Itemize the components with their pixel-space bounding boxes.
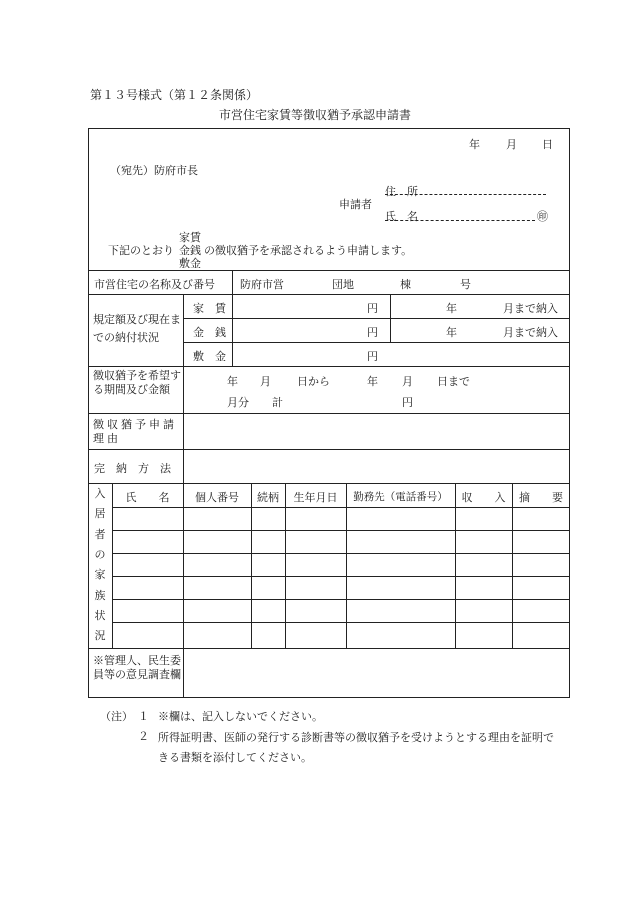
option-money: 金銭 [179,244,201,257]
option-rent: 家賃 [179,231,201,244]
family-side-char: 族 [94,588,106,602]
payment-type-rent: 家 賃 [193,302,226,315]
payment-type-money: 金 銭 [193,326,226,339]
period-yen: 円 [402,396,413,409]
family-column-header: 摘 要 [519,491,563,504]
note-2-text: 所得証明書、医師の発行する診断書等の徴収猶予を受けようとする理由を証明できる書類を添付してください。 [158,731,554,764]
family-column-header: 氏 名 [125,491,170,504]
request-suffix: の徴収猶予を承認されるよう申請します。 [204,244,413,257]
family-column-header: 生年月日 [293,491,338,504]
page-title: 市営住宅家賃等徴収猶予承認申請書 [218,108,411,122]
request-prefix: 下記のとおり [108,244,174,257]
addressee: （宛先）防府市長 [110,164,198,177]
address-field[interactable] [385,194,546,195]
payment-until-money: 月まで納入 [503,326,558,339]
payment-until-rent: 月まで納入 [503,302,558,315]
period-from-month: 月 [260,375,271,388]
housing-danchi: 団地 [332,278,354,291]
date-month: 月 [506,138,517,151]
family-side-char: の [94,547,106,561]
method-label: 完 納 方 法 [94,462,171,475]
period-label: 徴収猶予を希望する期間及び金額 [93,369,181,396]
date-day: 日 [542,138,553,151]
housing-city: 防府市営 [240,278,284,291]
family-side-char: 入 [94,487,106,500]
period-to-month: 月 [402,375,413,388]
family-side-char: 居 [94,507,106,521]
period-months: 月分 [227,396,249,409]
name-field[interactable] [385,220,535,221]
period-total: 計 [272,396,283,409]
payment-unit-money: 円 [367,326,378,339]
family-side-char: 況 [94,629,106,643]
family-column-header: 個人番号 [195,491,239,504]
payment-status-label: 規定額及び現在までの納付状況 [93,313,181,344]
period-to-day: 日まで [437,375,470,388]
address-label: 住 所 [385,185,418,198]
period-from-year: 年 [227,375,238,388]
period-to-year: 年 [367,375,378,388]
family-column-header: 勤務先（電話番号） [353,491,448,503]
applicant-label: 申請者 [339,198,372,211]
reason-label: 徴収猶予申請理由 [93,418,177,445]
notes-label: （注） [100,710,133,723]
family-column-header: 収 入 [461,491,506,504]
family-column-header: 続柄 [257,491,279,504]
payment-unit-deposit: 円 [367,350,378,363]
family-side-char: 者 [94,527,106,541]
period-from-day: 日から [297,375,330,388]
housing-building: 棟 [400,278,411,291]
manager-label: ※管理人、民生委員等の意見調査欄 [93,654,181,681]
note-2-number: ２ [138,730,149,743]
note-1-text: ※欄は、記入しないでください。 [158,710,323,723]
family-side-char: 状 [94,608,106,622]
name-label: 氏 名 [385,210,418,223]
payment-year-rent: 年 [446,302,457,315]
housing-label: 市営住宅の名称及び番号 [94,278,215,291]
form-number: 第１３号様式（第１２条関係） [90,88,259,102]
payment-type-deposit: 敷 金 [193,350,226,363]
family-side-char: 家 [94,568,106,582]
note-1-number: １ [138,710,149,723]
date-year: 年 [469,138,480,151]
option-deposit: 敷金 [179,257,201,270]
housing-number: 号 [460,278,471,291]
seal-mark: ㊞ [537,210,548,223]
payment-unit-rent: 円 [367,302,378,315]
payment-year-money: 年 [446,326,457,339]
